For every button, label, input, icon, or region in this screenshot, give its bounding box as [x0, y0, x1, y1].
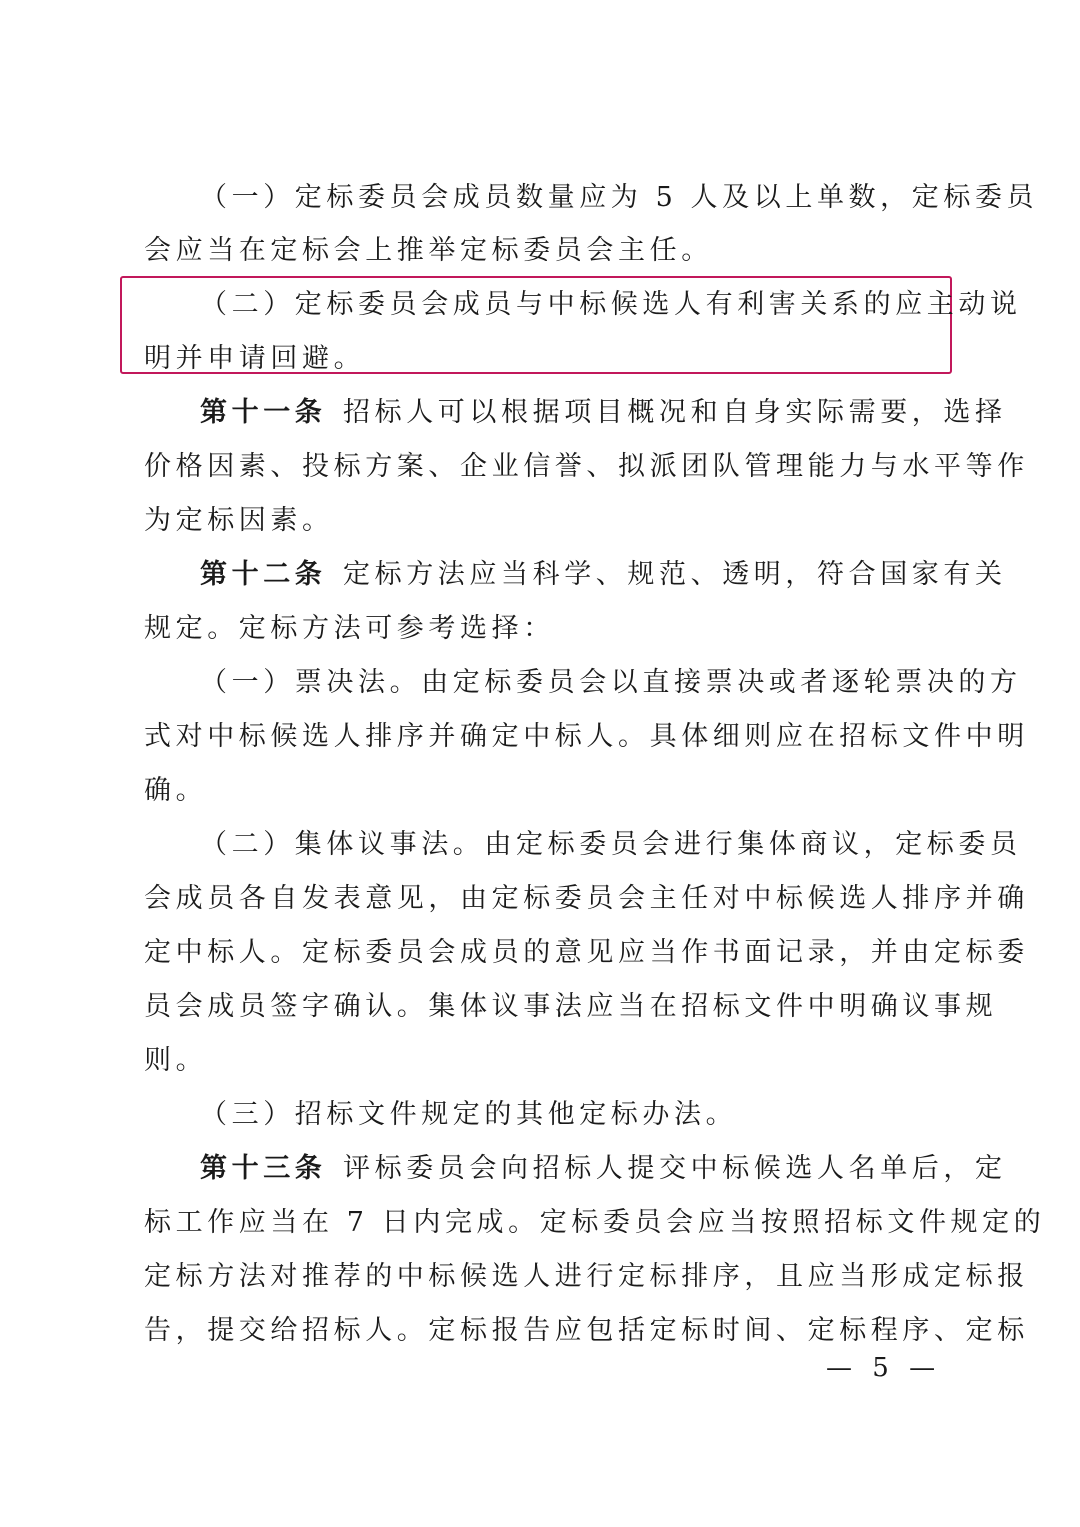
- text-line: （二）定标委员会成员与中标候选人有利害关系的应主动说: [200, 289, 1022, 320]
- text-line: 定标方法应当科学、规范、透明，符合国家有关: [343, 559, 1007, 590]
- text-line: （二）集体议事法。由定标委员会进行集体商议，定标委员: [200, 829, 1022, 860]
- text-line: 定标方法对推荐的中标候选人进行定标排序，且应当形成定标报: [144, 1261, 1029, 1292]
- text-line: 为定标因素。: [144, 505, 334, 536]
- text-line: 会成员各自发表意见，由定标委员会主任对中标候选人排序并确: [144, 883, 1029, 914]
- text-line: （三）招标文件规定的其他定标办法。: [200, 1099, 738, 1130]
- article-heading: 第十二条: [200, 559, 327, 590]
- page-number: — 5 —: [826, 1353, 942, 1383]
- text-line: 明并申请回避。: [144, 343, 366, 374]
- text-line: 式对中标候选人排序并确定中标人。具体细则应在招标文件中明: [144, 721, 1029, 752]
- text-line: 评标委员会向招标人提交中标候选人名单后，定: [343, 1153, 1007, 1184]
- text-line: （一）定标委员会成员数量应为 5 人及以上单数，定标委员: [200, 182, 1039, 213]
- article-heading: 第十三条: [200, 1153, 327, 1184]
- text-line: 会应当在定标会上推举定标委员会主任。: [144, 235, 713, 266]
- text-line: 价格因素、投标方案、企业信誉、拟派团队管理能力与水平等作: [144, 451, 1029, 482]
- text-line: 规定。定标方法可参考选择：: [144, 613, 555, 644]
- text-line: 确。: [144, 775, 208, 806]
- article-heading: 第十一条: [200, 397, 327, 428]
- text-line: （一）票决法。由定标委员会以直接票决或者逐轮票决的方: [200, 667, 1022, 698]
- text-line: 标工作应当在 7 日内完成。定标委员会应当按照招标文件规定的: [144, 1207, 1046, 1238]
- text-line: 则。: [144, 1045, 208, 1076]
- text-line: 定中标人。定标委员会成员的意见应当作书面记录，并由定标委: [144, 937, 1029, 968]
- text-line: 员会成员签字确认。集体议事法应当在招标文件中明确议事规: [144, 991, 998, 1022]
- text-line: 招标人可以根据项目概况和自身实际需要，选择: [343, 397, 1007, 428]
- text-line: 告，提交给招标人。定标报告应包括定标时间、定标程序、定标: [144, 1315, 1029, 1346]
